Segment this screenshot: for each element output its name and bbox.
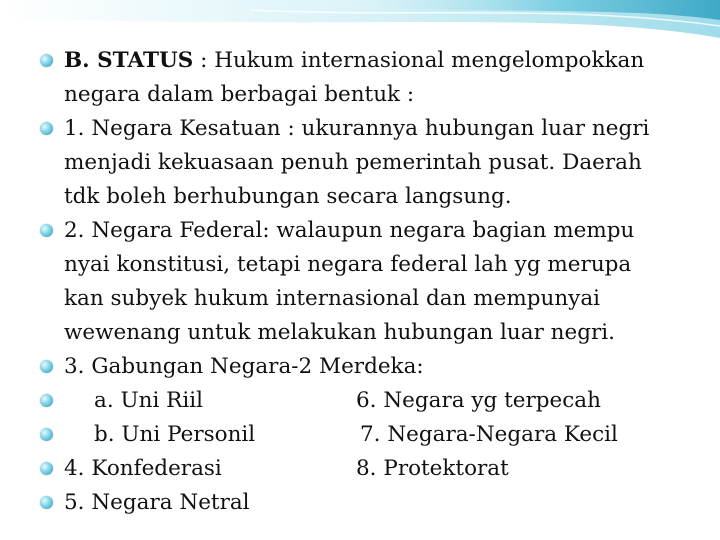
list-item-text: : Hukum internasional mengelompokkan — [193, 48, 645, 73]
bullet-icon — [40, 54, 53, 67]
list-item-grid-row — [40, 418, 700, 452]
list-item-text: tdk boleh berhubungan secara langsung. — [64, 183, 512, 209]
bullet-icon — [40, 224, 53, 237]
list-item-text: kan subyek hukum internasional dan mempunyai — [64, 285, 601, 311]
bullet-icon — [40, 360, 53, 373]
bullet-icon — [40, 394, 53, 407]
list-item-left: 4. Konfederasi — [64, 455, 222, 481]
bullet-icon — [40, 428, 53, 441]
list-item-right: 7. Negara-Negara Kecil — [360, 421, 618, 447]
list-item-text: wewenang untuk melakukan hubungan luar negri. — [64, 319, 616, 345]
bullet-icon — [40, 462, 53, 475]
bullet-icon — [40, 122, 53, 135]
list-item-status — [40, 44, 700, 112]
list-item-text: 3. Gabungan Negara-2 Merdeka: — [64, 353, 424, 379]
list-item-text: negara dalam berbagai bentuk : — [64, 81, 415, 107]
list-item-grid-row — [40, 486, 700, 520]
list-item-federal — [40, 214, 700, 350]
list-item-kesatuan — [40, 112, 700, 214]
list-item-text: nyai konstitusi, tetapi negara federal lah yg merupa — [64, 251, 632, 277]
list-item-right: 8. Protektorat — [356, 455, 509, 481]
list-item-gabungan — [40, 350, 700, 384]
list-item-text: 1. Negara Kesatuan : ukurannya hubungan luar negri — [64, 115, 650, 141]
list-item-text: menjadi kekuasaan penuh pemerintah pusat. Daerah — [64, 149, 642, 175]
list-item-left: a. Uni Riil — [94, 387, 203, 413]
list-item-right: 6. Negara yg terpecah — [356, 387, 601, 413]
list-item-grid-row — [40, 384, 700, 418]
bullet-icon — [40, 496, 53, 509]
slide-body — [40, 44, 700, 520]
list-item-grid-row — [40, 452, 700, 486]
list-item-text: 2. Negara Federal: walaupun negara bagian mempu — [64, 217, 635, 243]
list-item-left: 5. Negara Netral — [64, 489, 250, 515]
list-item-left: b. Uni Personil — [94, 421, 256, 447]
status-heading: B. STATUS — [64, 48, 194, 73]
